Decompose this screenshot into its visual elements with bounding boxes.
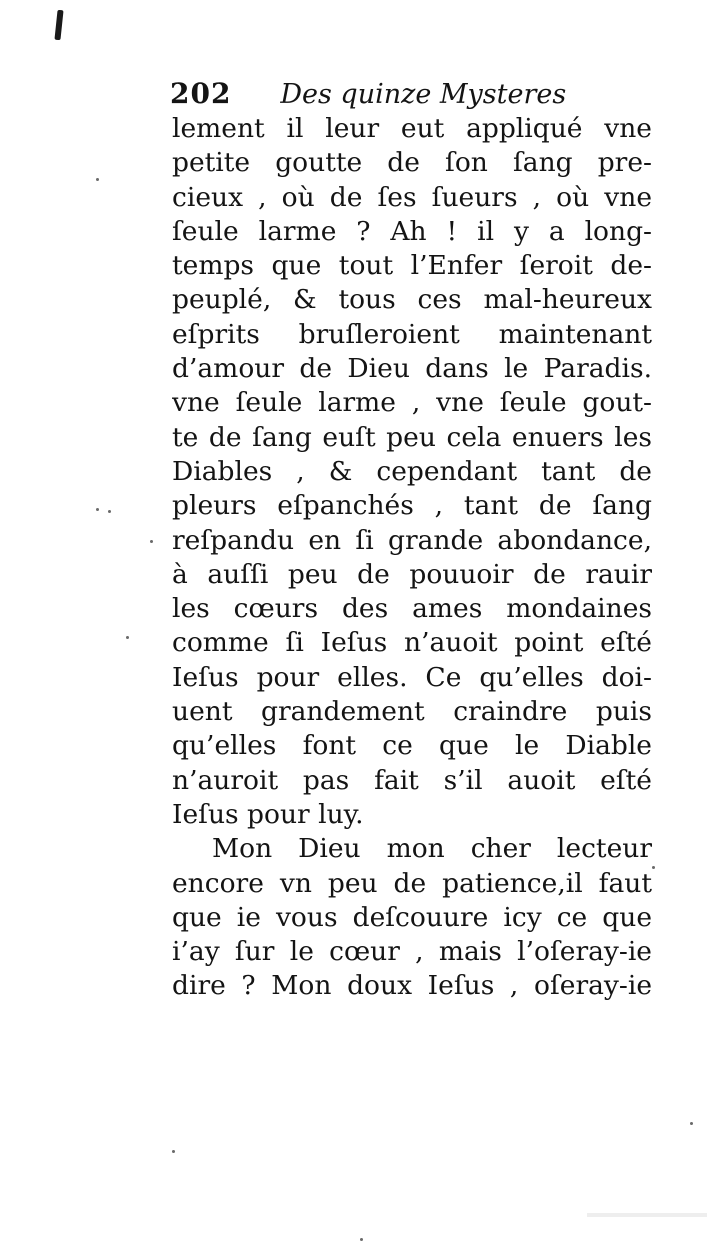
page-number: 202 [170, 77, 232, 110]
speck [126, 636, 129, 639]
text-line: comme ſi Ieſus n’auoit point eſté [172, 627, 652, 659]
paragraph-start-line: Mon Dieu mon cher lecteur [212, 833, 652, 865]
text-line: peuplé, & tous ces mal-heureux [172, 284, 652, 316]
watermark-logo [587, 1209, 707, 1221]
text-line: uent grandement craindre puis [172, 696, 652, 728]
speck [150, 540, 153, 543]
text-line: dire ? Mon doux Ieſus , oſeray-ie [172, 970, 652, 1002]
text-line: lement il leur eut appliqué vne [172, 113, 652, 144]
speck [172, 1150, 175, 1153]
body-text [172, 112, 652, 1004]
text-line: que ie vous deſcouure icy ce que [172, 901, 652, 933]
speck [652, 866, 655, 869]
text-line: ſeule larme ? Ah ! il y a long- [172, 215, 652, 247]
speck [96, 178, 99, 181]
text-line: encore vn peu de patience,il faut [172, 867, 652, 899]
text-line: i’ay ſur le cœur , mais l’oſeray-ie [172, 936, 652, 968]
text-line: Diables , & cependant tant de [172, 455, 652, 487]
text-line: petite goutte de ſon ſang pre- [172, 147, 652, 179]
text-line: Ieſus pour elles. Ce qu’elles doi- [172, 661, 652, 693]
speck [108, 510, 111, 513]
speck [360, 1238, 363, 1241]
text-line: pleurs eſpanchés , tant de ſang [172, 490, 652, 522]
text-line: à auſſi peu de pouuoir de rauir [172, 558, 652, 590]
speck [96, 508, 99, 511]
text-line: les cœurs des ames mondaines [172, 593, 652, 625]
text-line: reſpandu en ſi grande abondance, [172, 524, 652, 556]
running-head: Des quinze Mysteres [280, 79, 567, 110]
text-line: te de ſang euſt peu cela enuers les [172, 421, 652, 453]
speck [690, 1122, 693, 1125]
text-line: Ieſus pour luy. [172, 798, 364, 830]
text-line: d’amour de Dieu dans le Paradis. [172, 353, 652, 385]
page-header [170, 74, 570, 114]
text-line: vne ſeule larme , vne ſeule gout- [172, 387, 652, 419]
text-line: cieux , où de ſes ſueurs , où vne [172, 181, 652, 213]
text-line: eſprits bruſleroient maintenant [172, 318, 652, 350]
text-line: temps que tout l’Enfer ſeroit de- [172, 250, 652, 282]
scan-watermark [587, 1209, 707, 1224]
text-line: qu’elles font ce que le Diable [172, 730, 652, 762]
text-line: n’auroit pas fait s’il auoit eſté [172, 764, 652, 796]
ink-mark [54, 10, 63, 40]
